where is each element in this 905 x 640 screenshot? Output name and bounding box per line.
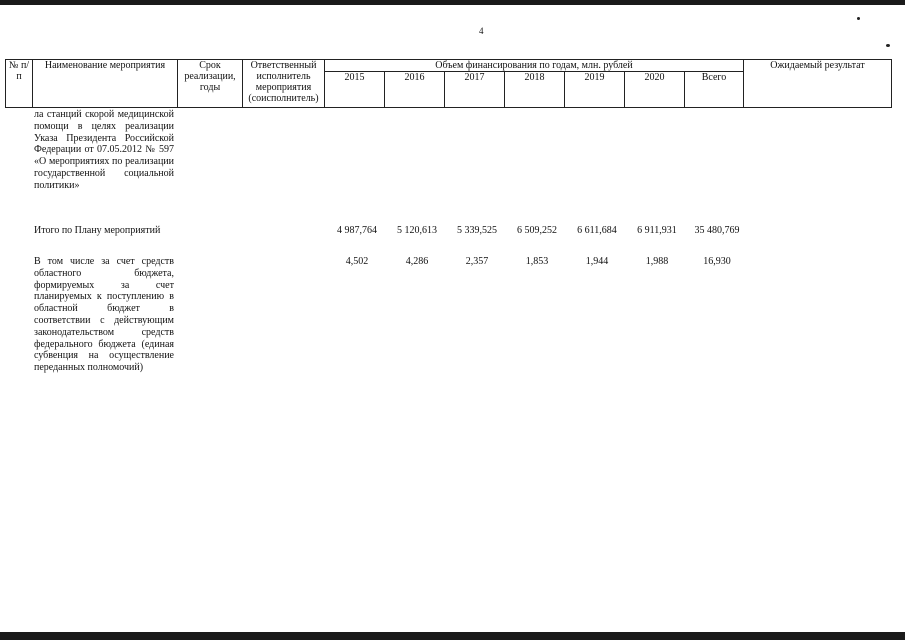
- scan-top-edge: [0, 0, 905, 5]
- budget-value-2017: 2,357: [465, 256, 489, 267]
- header-num: № п/п: [6, 60, 33, 108]
- header-year: 2019: [565, 72, 625, 108]
- budget-value-2020: 1,988: [645, 256, 669, 267]
- total-value-2020: 6 911,931: [637, 225, 677, 236]
- header-year: 2020: [625, 72, 685, 108]
- continued-measure-text: ла станций скорой медицинской помощи в целях реализации Указа Президента Российской Федерации от 07.05.2012 № 597 «О мероприятиях по реализации государственной социальной политики»: [34, 109, 174, 191]
- budget-value-2018: 1,853: [525, 256, 549, 267]
- total-value-2018: 6 509,252: [517, 225, 557, 236]
- header-total: Всего: [685, 72, 744, 108]
- funding-table-header: [5, 59, 892, 108]
- budget-value-2019: 1,944: [585, 256, 609, 267]
- scan-speck: [886, 44, 890, 47]
- budget-value-2016: 4,286: [405, 256, 429, 267]
- total-value-2015: 4 987,764: [337, 225, 377, 236]
- header-funding-group: Объем финансирования по годам, млн. рублей: [325, 60, 744, 72]
- header-name: Наименование мероприятия: [33, 60, 178, 108]
- scan-speck: [857, 17, 860, 20]
- header-year: 2018: [505, 72, 565, 108]
- header-year: 2016: [385, 72, 445, 108]
- total-value-2016: 5 120,613: [397, 225, 437, 236]
- budget-value-2015: 4,502: [345, 256, 369, 267]
- budget-value-all: 16,930: [703, 256, 731, 267]
- header-executor: Ответственный исполнитель мероприятия (соисполнитель): [243, 60, 325, 108]
- total-value-all: 35 480,769: [694, 225, 740, 236]
- regional-budget-label: В том числе за счет средств областного бюджета, формируемых за счет планируемых к поступлению в областной бюджет в соответствии с действующим законодательством средств федерального бюджета (единая субвенция на осуществление переданных полномочий): [34, 256, 174, 374]
- total-row-label: Итого по Плану мероприятий: [34, 225, 161, 236]
- total-value-2019: 6 611,684: [577, 225, 617, 236]
- scan-bottom-edge: [0, 632, 905, 640]
- header-result: Ожидаемый результат: [744, 60, 892, 108]
- total-value-2017: 5 339,525: [457, 225, 497, 236]
- header-term: Срок реализации, годы: [178, 60, 243, 108]
- header-year: 2015: [325, 72, 385, 108]
- header-year: 2017: [445, 72, 505, 108]
- page-number: 4: [479, 26, 484, 36]
